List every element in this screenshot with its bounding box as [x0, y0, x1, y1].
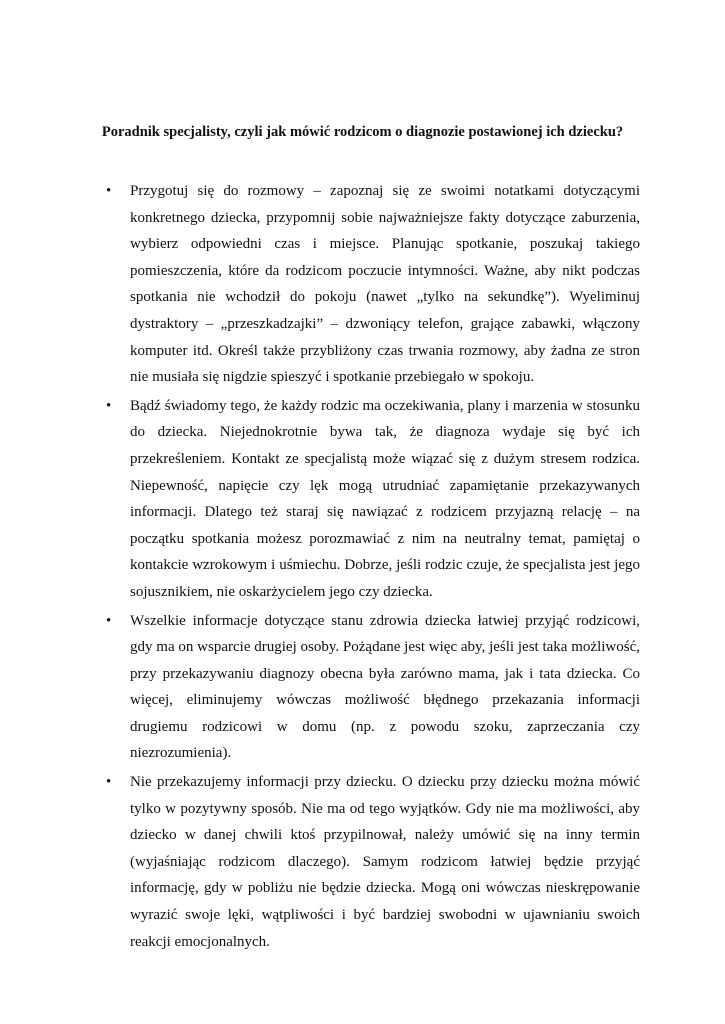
list-item [94, 769, 640, 955]
bullet-icon: • [106, 183, 112, 199]
list-item [94, 608, 640, 768]
bullet-icon: • [106, 774, 112, 791]
document-title: Poradnik specjalisty, czyli jak mówić rodzicom o diagnozie postawionej ich dziecku? [101, 124, 624, 140]
bullet-icon: • [106, 397, 112, 414]
list-item-text: Wszelkie informacje dotyczące stanu zdrowia dziecka łatwiej przyjąć rodzicowi, gdy ma on wsparcie drugiej osoby. Pożądane jest więc aby, jeśli jest taka możliwość, przy przekazywaniu diagnozy obecna była zarówno mama, jak i tata dziecka. Co więcej, eliminujemy wówczas możliwość błędnego przekazania informacji drugiemu rodzicowi w domu (np. z powodu szoku, zaprzeczania czy niezrozumienia). [130, 612, 640, 762]
bullet-icon: • [106, 612, 112, 629]
bullet-list [94, 178, 640, 957]
list-item-text: Przygotuj się do rozmowy – zapoznaj się ze swoimi notatkami dotyczącymi konkretnego dziecka, przypomnij sobie najważniejsze fakty dotyczące zaburzenia, wybierz odpowiedni czas i miejsce. Planując spotkanie, poszukaj takiego pomieszczenia, które da rodzicom poczucie intymności. Ważne, aby nikt podczas spotkania nie wchodził do pokoju (nawet „tylko na sekundkę”). Wyeliminuj dystraktory – „przeszkadzajki” – dzwoniący telefon, grające zabawki, włączony komputer itd. Określ także przybliżony czas trwania rozmowy, aby żadna ze stron nie musiała się nigdzie spieszyć i spotkanie przebiegało w spokoju. [130, 183, 640, 386]
list-item [94, 393, 640, 606]
list-item [94, 178, 640, 391]
list-item-text: Bądź świadomy tego, że każdy rodzic ma oczekiwania, plany i marzenia w stosunku do dziecka. Niejednokrotnie bywa tak, że diagnoza wydaje się być ich przekreśleniem. Kontakt ze specjalistą może wiązać się z dużym stresem rodzica. Niepewność, napięcie czy lęk mogą utrudniać zapamiętanie przekazywanych informacji. Dlatego też staraj się nawiązać z rodzicem przyjazną relację – na początku spotkania możesz porozmawiać z nim na neutralny temat, pamiętaj o kontakcie wzrokowym i uśmiechu. Dobrze, jeśli rodzic czuje, że specjalista jest jego sojusznikiem, nie oskarżycielem jego czy dziecka. [130, 397, 640, 600]
list-item-text: Nie przekazujemy informacji przy dziecku. O dziecku przy dziecku można mówić tylko w pozytywny sposób. Nie ma od tego wyjątków. Gdy nie ma możliwości, aby dziecko w danej chwili ktoś przypilnował, należy umówić się na inny termin (wyjaśniając rodzicom dlaczego). Samym rodzicom łatwiej będzie przyjąć informację, gdy w pobliżu nie będzie dziecka. Mogą oni wówczas nieskrępowanie wyrazić swoje lęki, wątpliwości i być bardziej swobodni w ujawnianiu swoich reakcji emocjonalnych. [130, 774, 640, 950]
